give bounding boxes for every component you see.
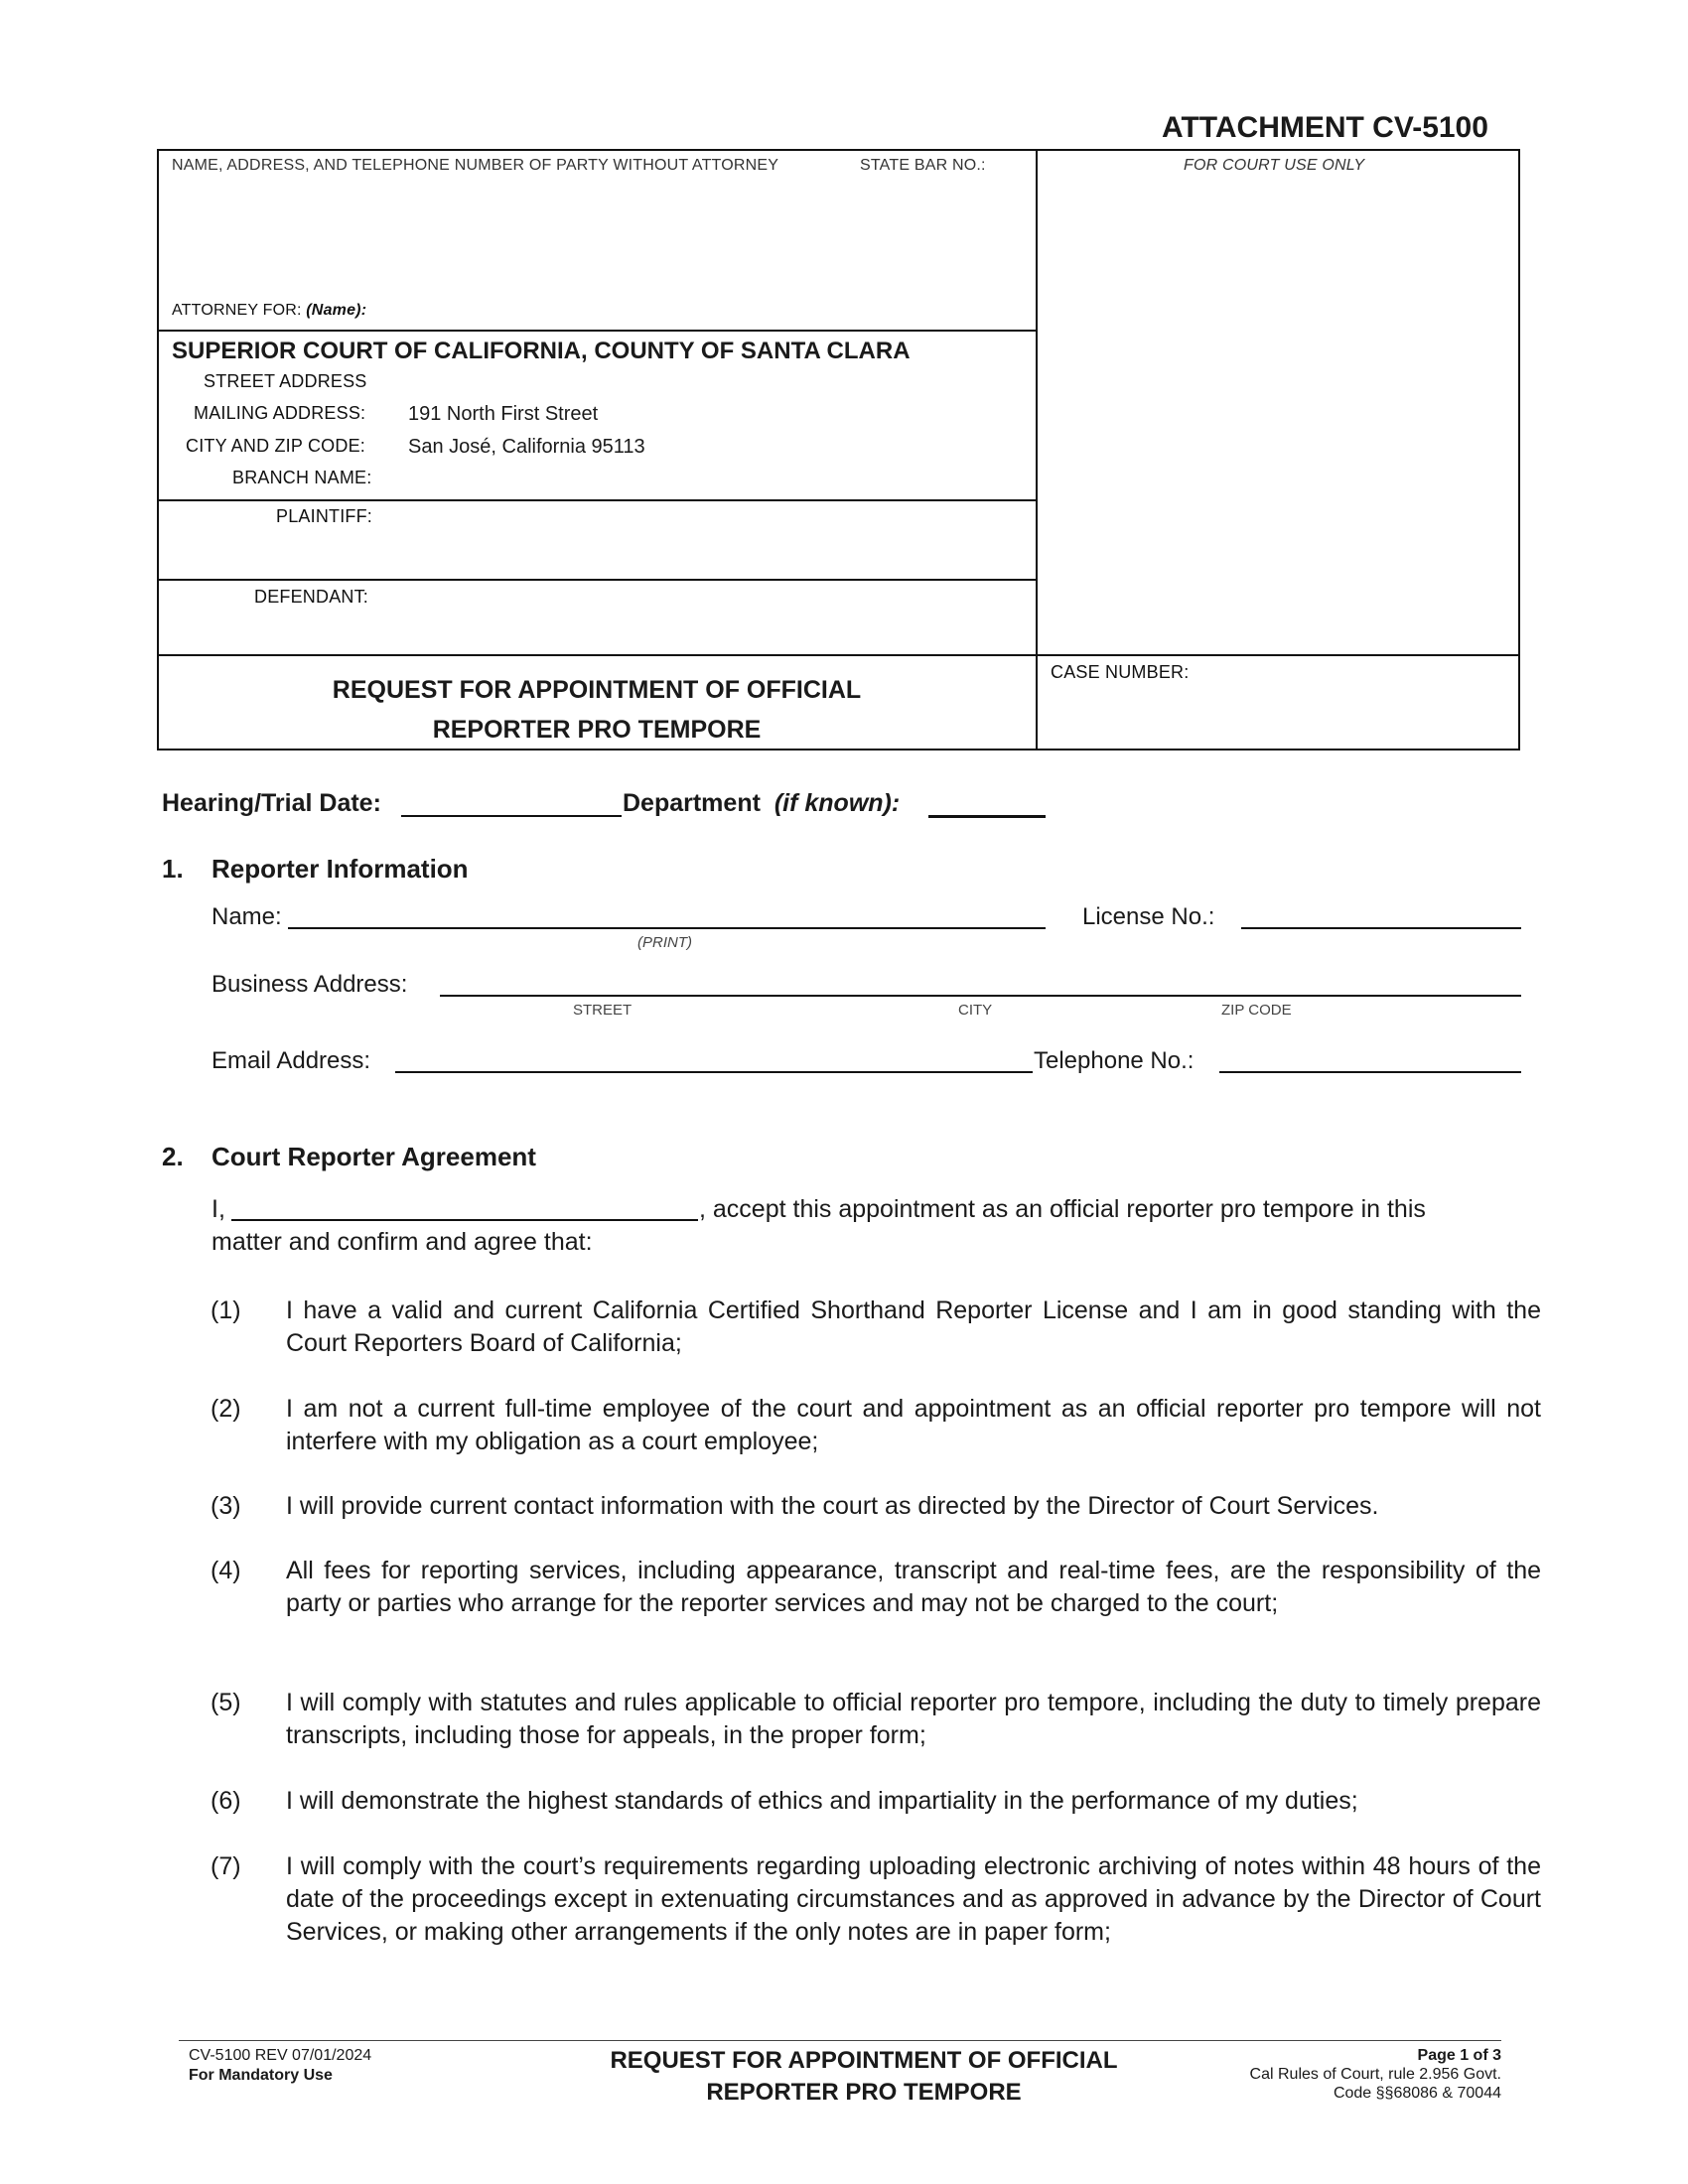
hearing-date-input[interactable] <box>401 815 622 817</box>
section1-number: 1. <box>162 854 184 884</box>
agreement-item-6: (6) I will demonstrate the highest standards of ethics and impartiality in the performance of my duties; <box>211 1787 1358 1815</box>
plaintiff-label: PLAINTIFF: <box>276 506 373 526</box>
section2-number: 2. <box>162 1142 184 1171</box>
footer-left: CV-5100 REV 07/01/2024 For Mandatory Use <box>189 2047 372 2084</box>
intro-line2: matter and confirm and agree that: <box>211 1228 593 1256</box>
agreement-item-5: (5) I will comply with statutes and rules applicable to official reporter pro tempore, including the duty to timely prepare transcripts, including those for appeals, in the proper form; <box>211 1689 1541 1749</box>
telephone-input[interactable] <box>1219 1071 1521 1073</box>
city-zip-value: San José, California 95113 <box>408 436 645 458</box>
agreement-item-7: (7) I will comply with the court’s requirements regarding uploading electronic archiving of notes within 48 hours of the date of the proceedings except in extenuating circumstances and as approved in advance by the Director of Court Services, or making other arrangements if the only notes are in paper form; <box>211 1852 1541 1946</box>
department-input[interactable] <box>928 815 1046 818</box>
email-input[interactable] <box>395 1071 1033 1073</box>
reporter-name-label: Name: <box>211 903 282 930</box>
department-label: Department (if known): <box>623 789 901 817</box>
agreement-item-4: (4) All fees for reporting services, including appearance, transcript and real-time fees, are the responsibility of the party or parties who arrange for the reporter services and may not be charged to the court; <box>211 1557 1541 1617</box>
defendant-label: DEFENDANT: <box>254 587 369 607</box>
email-label: Email Address: <box>211 1047 371 1074</box>
agreement-item-2: (2) I am not a current full-time employee of the court and appointment as an official reporter pro tempore will not interfere with my obligation as a court employee; <box>211 1395 1541 1455</box>
case-number-label: CASE NUMBER: <box>1051 662 1190 682</box>
attorney-for-label: ATTORNEY FOR: (Name): <box>172 302 367 319</box>
city-zip-label: CITY AND ZIP CODE: <box>186 436 365 456</box>
court-name: SUPERIOR COURT OF CALIFORNIA, COUNTY OF SANTA CLARA <box>172 338 911 364</box>
hearing-date-label: Hearing/Trial Date: <box>162 789 381 817</box>
license-input[interactable] <box>1241 927 1521 929</box>
footer-right: Page 1 of 3 Cal Rules of Court, rule 2.956 Govt. Code §§68086 & 70044 <box>1249 2047 1501 2102</box>
intro-prefix: I, <box>211 1195 225 1223</box>
branch-name-label: BRANCH NAME: <box>232 468 372 487</box>
agreement-item-3: (3) I will provide current contact information with the court as directed by the Director of Court Services. <box>211 1492 1379 1520</box>
attachment-title: ATTACHMENT CV-5100 <box>1162 111 1488 144</box>
telephone-label: Telephone No.: <box>1034 1047 1195 1074</box>
form-title: REQUEST FOR APPOINTMENT OF OFFICIAL REPORTER PRO TEMPORE <box>332 676 862 744</box>
party-label: NAME, ADDRESS, AND TELEPHONE NUMBER OF PARTY WITHOUT ATTORNEY <box>172 157 779 174</box>
print-note: (PRINT) <box>637 934 692 951</box>
footer-title: REQUEST FOR APPOINTMENT OF OFFICIAL REPORTER PRO TEMPORE <box>610 2047 1118 2106</box>
section1-title: Reporter Information <box>211 854 469 884</box>
section2-title: Court Reporter Agreement <box>211 1142 536 1171</box>
street-sub-label: STREET <box>573 1002 633 1019</box>
business-address-label: Business Address: <box>211 971 408 998</box>
mailing-address-label: MAILING ADDRESS: <box>194 403 366 423</box>
street-address-label: STREET ADDRESS <box>204 371 367 391</box>
agreement-item-1: (1) I have a valid and current California Certified Shorthand Reporter License and I am in good standing with the Court Reporters Board of California; <box>211 1297 1541 1357</box>
court-use-label: FOR COURT USE ONLY <box>1184 157 1365 174</box>
license-label: License No.: <box>1082 903 1215 930</box>
zip-sub-label: ZIP CODE <box>1221 1002 1292 1019</box>
reporter-name-input[interactable] <box>288 927 1046 929</box>
intro-suffix: , accept this appointment as an official reporter pro tempore in this <box>699 1195 1426 1223</box>
mailing-address-value: 191 North First Street <box>408 403 599 425</box>
reporter-agreement-name-input[interactable] <box>231 1219 698 1221</box>
city-sub-label: CITY <box>958 1002 993 1019</box>
business-address-input[interactable] <box>440 995 1521 997</box>
state-bar-label: STATE BAR NO.: <box>860 157 986 174</box>
